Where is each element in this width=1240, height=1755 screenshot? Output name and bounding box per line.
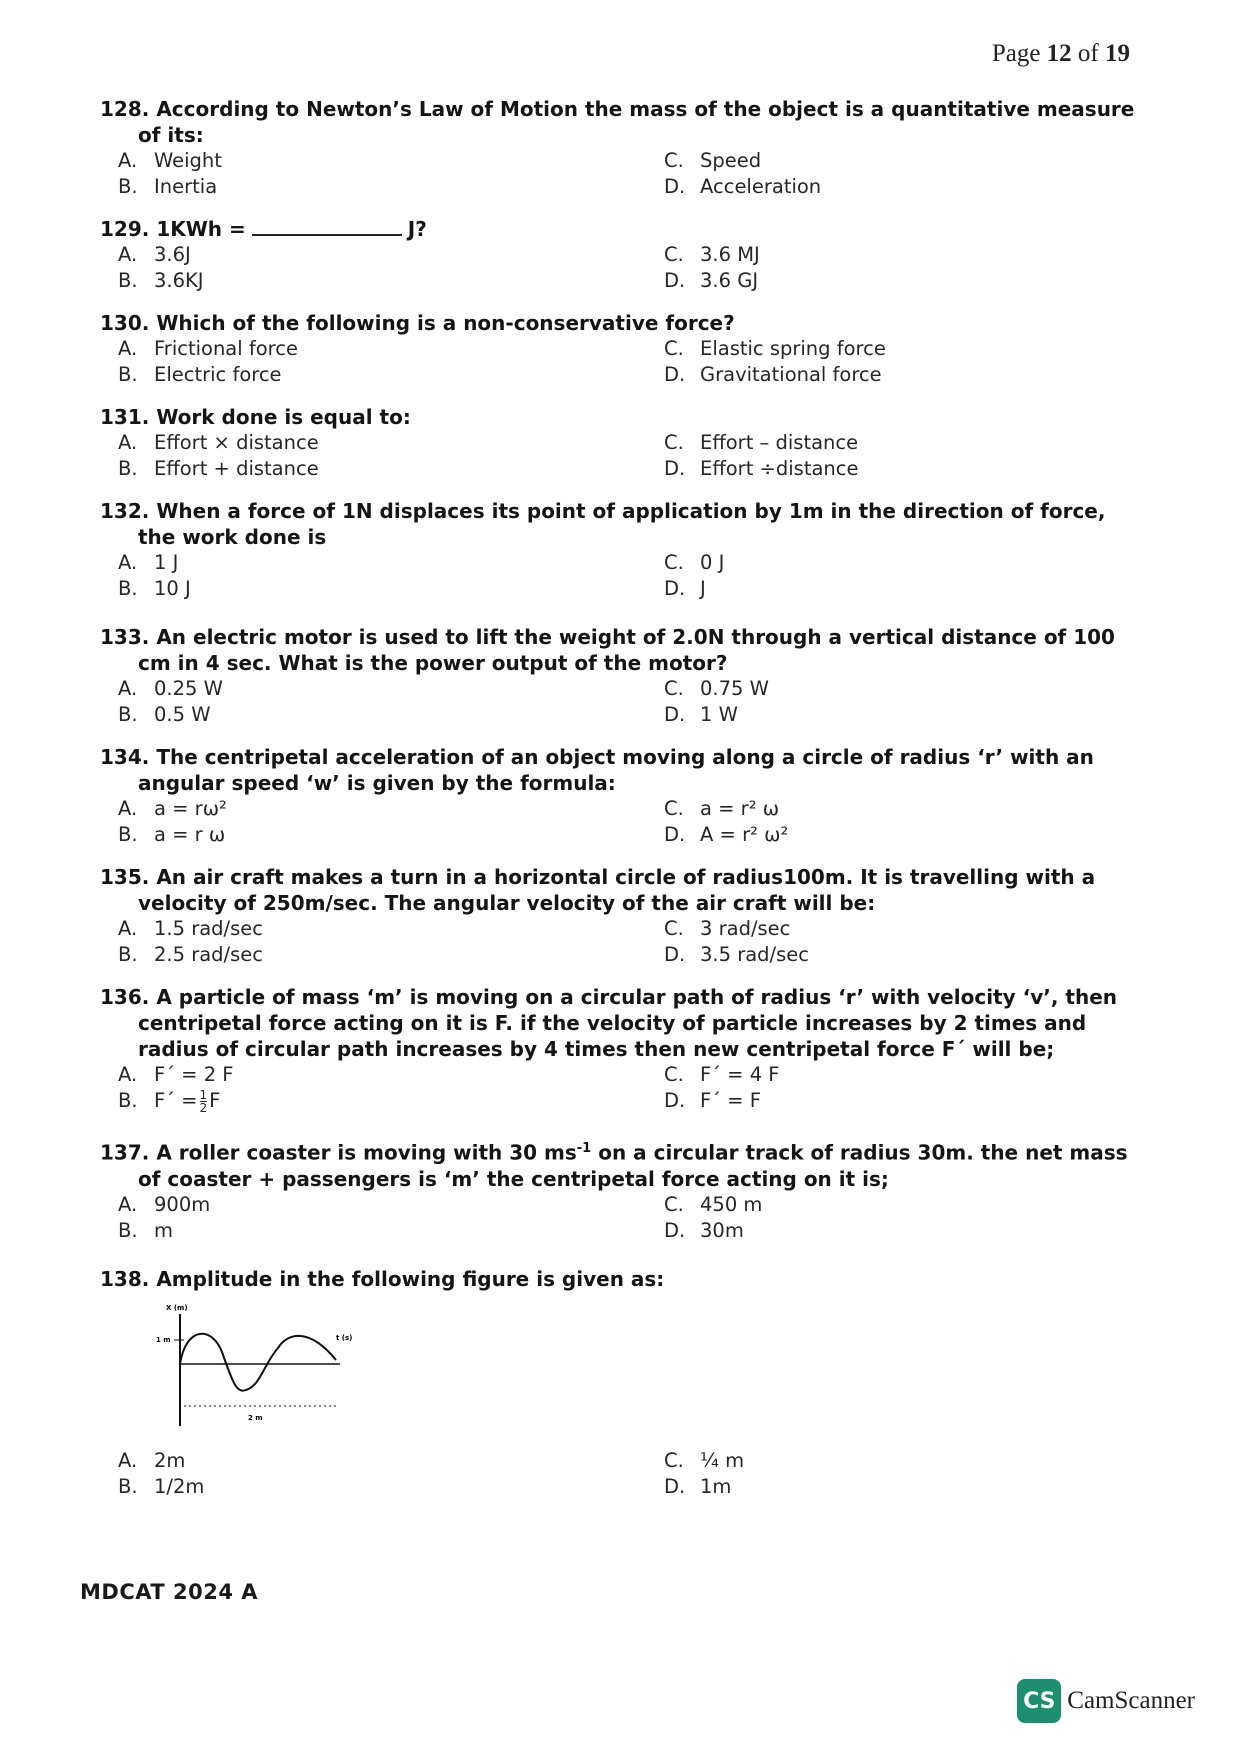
question-text (100, 1266, 1140, 1292)
question-body: A particle of mass ‘m’ is moving on a circular path of radius ‘r’ with velocity ‘v’, then centripetal force acting on it is F. if the velocity of particle increases by 2 times and radius of circular path increases by 4 times then new centripetal force F´ will be; (138, 985, 1118, 1061)
question-list (100, 96, 1140, 1516)
question-number: 136. (100, 985, 150, 1009)
option-c[interactable]: C. F´ = 4 F (664, 1063, 780, 1086)
span-label: 2 m (248, 1413, 263, 1422)
option-text: A = r² ω² (700, 823, 789, 846)
question-body: Which of the following is a non-conservative force? (156, 311, 735, 335)
option-text: F´ = 2 F (154, 1063, 234, 1086)
option-b[interactable]: B. Effort + distance (118, 457, 319, 480)
option-text: 1/2m (154, 1474, 205, 1498)
question-138 (100, 1266, 1140, 1500)
options (100, 1062, 1140, 1114)
question-text (100, 310, 1140, 336)
option-text: 3.6 MJ (700, 243, 760, 266)
option-text: 3.5 rad/sec (700, 943, 810, 966)
option-a[interactable]: A. 1.5 rad/sec (118, 917, 264, 940)
option-a[interactable]: A. 2m (118, 1448, 186, 1472)
options (100, 336, 1140, 388)
option-d[interactable]: D. 30m (664, 1218, 744, 1242)
page-total: 19 (1105, 40, 1130, 67)
question-128 (100, 96, 1140, 200)
option-d[interactable]: D. 1m (664, 1474, 732, 1498)
option-a[interactable]: A. 0.25 W (118, 677, 223, 700)
option-text: 0 J (700, 551, 725, 574)
question-136 (100, 984, 1140, 1114)
option-b[interactable]: B. F´ = $\frac{1}{2}$ F (118, 1088, 221, 1115)
option-text: Frictional force (154, 337, 298, 360)
option-b[interactable]: B. 0.5 W (118, 703, 211, 726)
option-a[interactable]: A. a = rω² (118, 797, 227, 820)
option-d[interactable]: D. 3.6 GJ (664, 269, 759, 292)
question-body: The centripetal acceleration of an object moving along a circle of radius ‘r’ with an angular speed ‘w’ is given by the formula: (138, 745, 1094, 795)
superscript: -1 (576, 1141, 592, 1156)
question-body-after: J? (407, 217, 427, 241)
question-number: 131. (100, 405, 150, 429)
option-text: 0.25 W (154, 677, 223, 700)
fraction (200, 1089, 208, 1114)
question-133 (100, 624, 1140, 728)
option-text: 3.6J (154, 243, 191, 266)
question-137 (100, 1136, 1140, 1244)
option-b[interactable]: B. 3.6KJ (118, 269, 204, 292)
y-axis-label: X (m) (166, 1303, 188, 1312)
options (100, 1192, 1140, 1244)
option-c[interactable]: C. a = r² ω (664, 797, 780, 820)
question-number: 130. (100, 311, 150, 335)
question-number: 135. (100, 865, 150, 889)
question-text (100, 404, 1140, 430)
fraction-denominator: 2 (199, 1101, 208, 1115)
options (100, 796, 1140, 848)
question-number: 129. (100, 217, 150, 241)
option-a[interactable]: A. Frictional force (118, 337, 298, 360)
question-text (100, 96, 1140, 148)
option-text: Effort + distance (154, 457, 319, 480)
question-130 (100, 310, 1140, 388)
option-text: Elastic spring force (700, 337, 886, 360)
option-text: 10 J (154, 577, 191, 600)
option-c[interactable]: C. Speed (664, 149, 762, 172)
exam-footer: MDCAT 2024 A (80, 1580, 259, 1604)
fraction-numerator: 1 (199, 1088, 208, 1102)
option-text: Acceleration (700, 175, 822, 198)
option-text: 1.5 rad/sec (154, 917, 264, 940)
question-body: An electric motor is used to lift the weight of 2.0N through a vertical distance of 100 cm in 4 sec. What is the power output of the motor? (138, 625, 1115, 675)
option-a[interactable]: A. Effort × distance (118, 431, 319, 454)
option-b[interactable]: B. 2.5 rad/sec (118, 943, 264, 966)
question-text (100, 1136, 1140, 1192)
option-c[interactable]: C. 3 rad/sec (664, 917, 791, 940)
question-text (100, 984, 1140, 1062)
question-text (100, 624, 1140, 676)
option-d[interactable]: D. Acceleration (664, 175, 822, 198)
options (100, 242, 1140, 294)
page-number (992, 40, 1130, 68)
answer-blank (252, 216, 402, 236)
option-text: 2.5 rad/sec (154, 943, 264, 966)
option-d[interactable]: D. A = r² ω² (664, 823, 789, 846)
wave-figure (156, 1298, 1140, 1442)
question-text (100, 744, 1140, 796)
options (100, 676, 1140, 728)
option-text: 3 rad/sec (700, 917, 791, 940)
question-body-after: on a circular track of radius 30m. the net mass of coaster + passengers is ‘m’ the centripetal force acting on it is; (138, 1140, 1128, 1191)
option-text: Effort ÷distance (700, 457, 859, 480)
option-text: 450 m (700, 1192, 763, 1216)
question-134 (100, 744, 1140, 848)
x-axis-label: t (s) (336, 1333, 353, 1342)
question-number: 132. (100, 499, 150, 523)
option-a[interactable]: A. 900m (118, 1192, 211, 1216)
question-number: 133. (100, 625, 150, 649)
wave-diagram (156, 1298, 390, 1438)
option-a[interactable]: A. 3.6J (118, 243, 191, 266)
option-b[interactable]: B. m (118, 1218, 173, 1242)
option-d[interactable]: D. F´ = F (664, 1089, 761, 1112)
question-body: When a force of 1N displaces its point of application by 1m in the direction of force, the work done is (138, 499, 1106, 549)
question-text (100, 498, 1140, 550)
option-text: a = rω² (154, 797, 227, 820)
question-132 (100, 498, 1140, 602)
option-text: J (700, 577, 706, 600)
option-text: F´ = (154, 1089, 198, 1112)
option-text: 1m (700, 1474, 732, 1498)
question-135 (100, 864, 1140, 968)
amplitude-label: 1 m (156, 1335, 171, 1344)
options (100, 550, 1140, 602)
question-text (100, 864, 1140, 916)
option-b[interactable]: B. 10 J (118, 577, 191, 600)
question-number: 134. (100, 745, 150, 769)
option-text: m (154, 1218, 173, 1242)
question-number: 128. (100, 97, 150, 121)
option-text: a = r ω (154, 823, 226, 846)
option-text: Inertia (154, 175, 218, 198)
option-c[interactable]: C. 0.75 W (664, 677, 769, 700)
option-text: 1 W (700, 703, 738, 726)
option-text: 30m (700, 1218, 744, 1242)
option-d[interactable]: D. Effort ÷distance (664, 457, 859, 480)
option-c[interactable]: C. 3.6 MJ (664, 243, 760, 266)
option-c[interactable]: C. 450 m (664, 1192, 763, 1216)
option-text: Effort – distance (700, 431, 859, 454)
option-b[interactable]: B. a = r ω (118, 823, 226, 846)
option-text: 2m (154, 1448, 186, 1472)
option-text: 1 J (154, 551, 179, 574)
page-of: of (1077, 40, 1099, 67)
option-text: Speed (700, 149, 762, 172)
option-a[interactable]: A. 1 J (118, 551, 179, 574)
question-131 (100, 404, 1140, 482)
option-text: 0.5 W (154, 703, 211, 726)
question-body: An air craft makes a turn in a horizontal circle of radius100m. It is travelling with a velocity of 250m/sec. The angular velocity of the air craft will be: (138, 865, 1096, 915)
option-c[interactable]: C. Elastic spring force (664, 337, 886, 360)
option-text: Weight (154, 149, 222, 172)
option-a[interactable]: A. Weight (118, 149, 222, 172)
option-text: 3.6KJ (154, 269, 204, 292)
question-body-before: A roller coaster is moving with 30 ms (156, 1140, 577, 1165)
option-c[interactable]: C. ¼ m (664, 1448, 745, 1472)
question-number: 137. (100, 1140, 150, 1165)
question-body-before: 1KWh = (156, 217, 246, 241)
option-c[interactable]: C. Effort – distance (664, 431, 859, 454)
options (100, 1448, 1140, 1500)
option-d[interactable]: D. J (664, 577, 706, 600)
camscanner-logo-icon: CS (1017, 1679, 1061, 1723)
option-d[interactable]: D. 1 W (664, 703, 738, 726)
option-text: 3.6 GJ (700, 269, 759, 292)
option-text: ¼ m (700, 1448, 745, 1472)
page-current: 12 (1046, 40, 1072, 67)
option-text-suffix: F (209, 1089, 221, 1112)
question-body: According to Newton’s Law of Motion the mass of the object is a quantitative measure of its: (138, 97, 1135, 147)
option-b[interactable]: B. Inertia (118, 175, 218, 198)
option-text: F´ = F (700, 1089, 761, 1112)
question-number: 138. (100, 1266, 150, 1291)
option-d[interactable]: D. Gravitational force (664, 363, 882, 386)
option-text: Gravitational force (700, 363, 882, 386)
options (100, 916, 1140, 968)
option-c[interactable]: C. 0 J (664, 551, 725, 574)
option-a[interactable]: A. F´ = 2 F (118, 1063, 234, 1086)
option-text: 900m (154, 1192, 211, 1216)
page-prefix: Page (991, 40, 1041, 67)
option-text: 0.75 W (700, 677, 769, 700)
option-text: Electric force (154, 363, 282, 386)
question-129 (100, 216, 1140, 294)
options (100, 430, 1140, 482)
question-text (100, 216, 1140, 242)
sine-wave (180, 1333, 336, 1390)
option-text: a = r² ω (700, 797, 780, 820)
option-b[interactable]: B. Electric force (118, 363, 282, 386)
option-text: Effort × distance (154, 431, 319, 454)
question-body: Amplitude in the following figure is given as: (156, 1266, 665, 1291)
options (100, 148, 1140, 200)
question-body: Work done is equal to: (156, 405, 411, 429)
option-text: F´ = 4 F (700, 1063, 780, 1086)
option-d[interactable]: D. 3.5 rad/sec (664, 943, 810, 966)
option-b[interactable]: B. 1/2m (118, 1474, 205, 1498)
camscanner-watermark (1017, 1679, 1195, 1723)
camscanner-text: CamScanner (1067, 1687, 1195, 1714)
